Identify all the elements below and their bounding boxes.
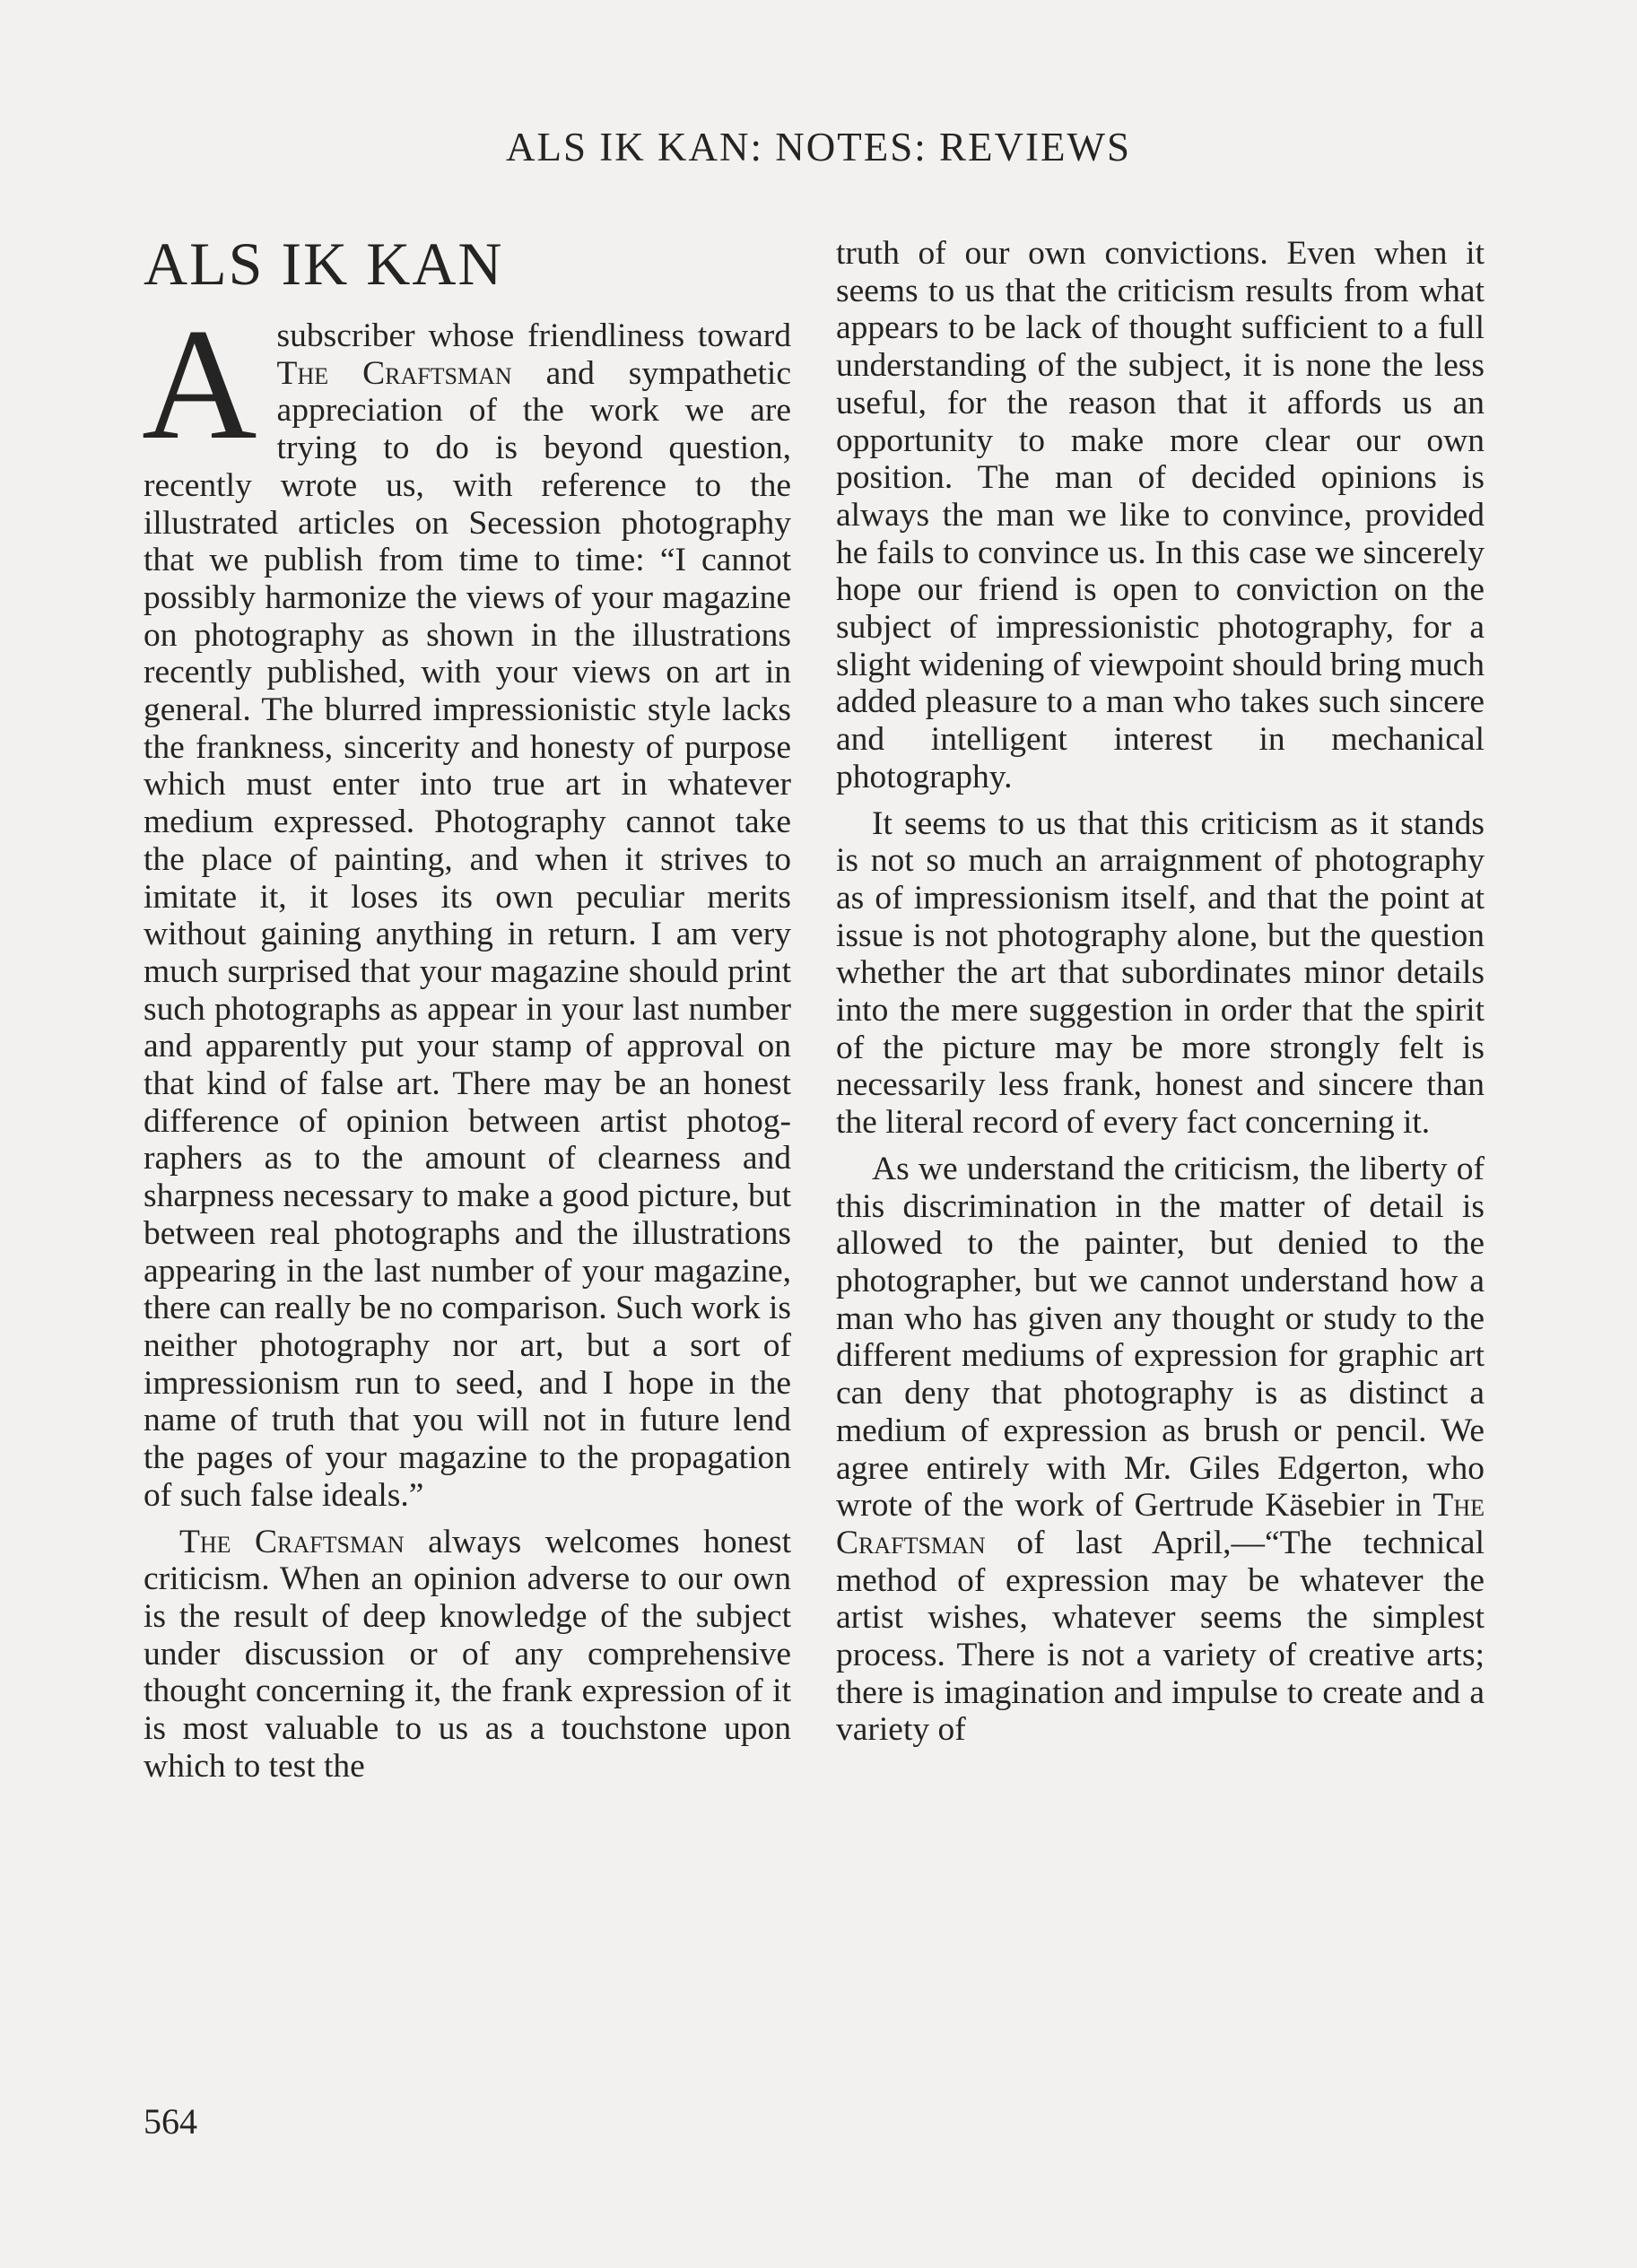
right-column: [836, 235, 1485, 1749]
paragraph-text: As we understand the criticism, the liberty of this discrimination in the matter of detail is allowed to the painter, but denied to the photographer, but we cannot understand how a man who has given any thought or study to the different mediums of expression for graphic art can deny that photography is as distinct a medium of expression as brush or pencil. We agree entirely with Mr. Giles Edgerton, who wrote of the work of Gertrude Käsebier in: [836, 1150, 1485, 1525]
paragraph-impressionism: It seems to us that this criticism as it stands is not so much an arraignment of photography as of impressionism itself, and that the point at issue is not photography alone, but the question whether the art that subordinates minor details into the mere suggestion in order that the spirit of the picture may be more strongly felt is necessarily less frank, honest and sincere than the literal record of every fact concerning it.: [836, 804, 1485, 1142]
paragraph-letter-quote: [142, 295, 791, 1515]
running-head: ALS IK KAN: NOTES: REVIEWS: [506, 125, 1131, 169]
paragraph-text: subscriber whose friendliness toward: [276, 317, 791, 354]
paragraph-mediums: [836, 1151, 1485, 1749]
paragraph-text: always welcomes honest criticism. When an opinion adverse to our own is the result of deep knowledge of the subject under discussion or of any comprehensive thought concerning it, the frank expression of it is most valuable to us as a touchstone upon which to test the: [144, 1523, 792, 1785]
drop-cap: A: [142, 295, 257, 473]
paragraph-text: and sympathetic appreciation of the work we are trying to do is beyond question, recently wrote us, with reference to the illustrated articles on Secession photography that we publish from time to time: “I cannot possibly harmonize the views of your magazine on photography as shown in the illustrations recently published, with your views on art in general. The blurred impressionistic style lacks the frankness, sincerity and honesty of purpose which must enter into true art in whatever medium expressed. Photography cannot take the place of painting, and when it strives to imitate it, it loses its own peculiar merits without gaining anything in return. I am very much surprised that your magazine should print such photographs as appear in your last number and apparently put your stamp of approval on that kind of false art. There may be an honest difference of opinion between artist photographers as to the amount of clearness and sharpness necessary to make a good picture, but between real photographs and the illustrations appearing in the last number of your magazine, there can really be no comparison. Such work is neither photography nor art, but a sort of impressionism run to seed, and I hope in the name of truth that you will not in future lend the pages of your magazine to the propagation of such false ideals.”: [144, 354, 791, 1514]
magazine-name: The Craftsman: [836, 1487, 1485, 1561]
paragraph-response: [144, 1524, 791, 1786]
article-title: ALS IK KAN: [144, 230, 504, 298]
paragraph-text: of last April,—“The technical method of expression may be whatever the artist wishes, whatever seems the simplest process. There is not a variety of creative arts; there is imagination and impulse to create and a variety of: [836, 1524, 1485, 1749]
page-number: 564: [144, 2101, 197, 2142]
left-column: [144, 231, 791, 1785]
magazine-name: The Craftsman: [276, 354, 512, 392]
paragraph-continued: truth of our own convictions. Even when it seems to us that the criticism results from what appears to be lack of thought sufficient to a full understanding of the subject, it is none the less useful, for the reason that it affords us an opportunity to make more clear our own position. The man of decided opinions is always the man we like to convince, provided he fails to convince us. In this case we sincerely hope our friend is open to conviction on the subject of impressionistic photography, for a slight widening of viewpoint should bring much added pleasure to a man who takes such sincere and intelligent interest in mechanical photography.: [836, 235, 1485, 795]
magazine-name: The Craftsman: [179, 1523, 405, 1560]
